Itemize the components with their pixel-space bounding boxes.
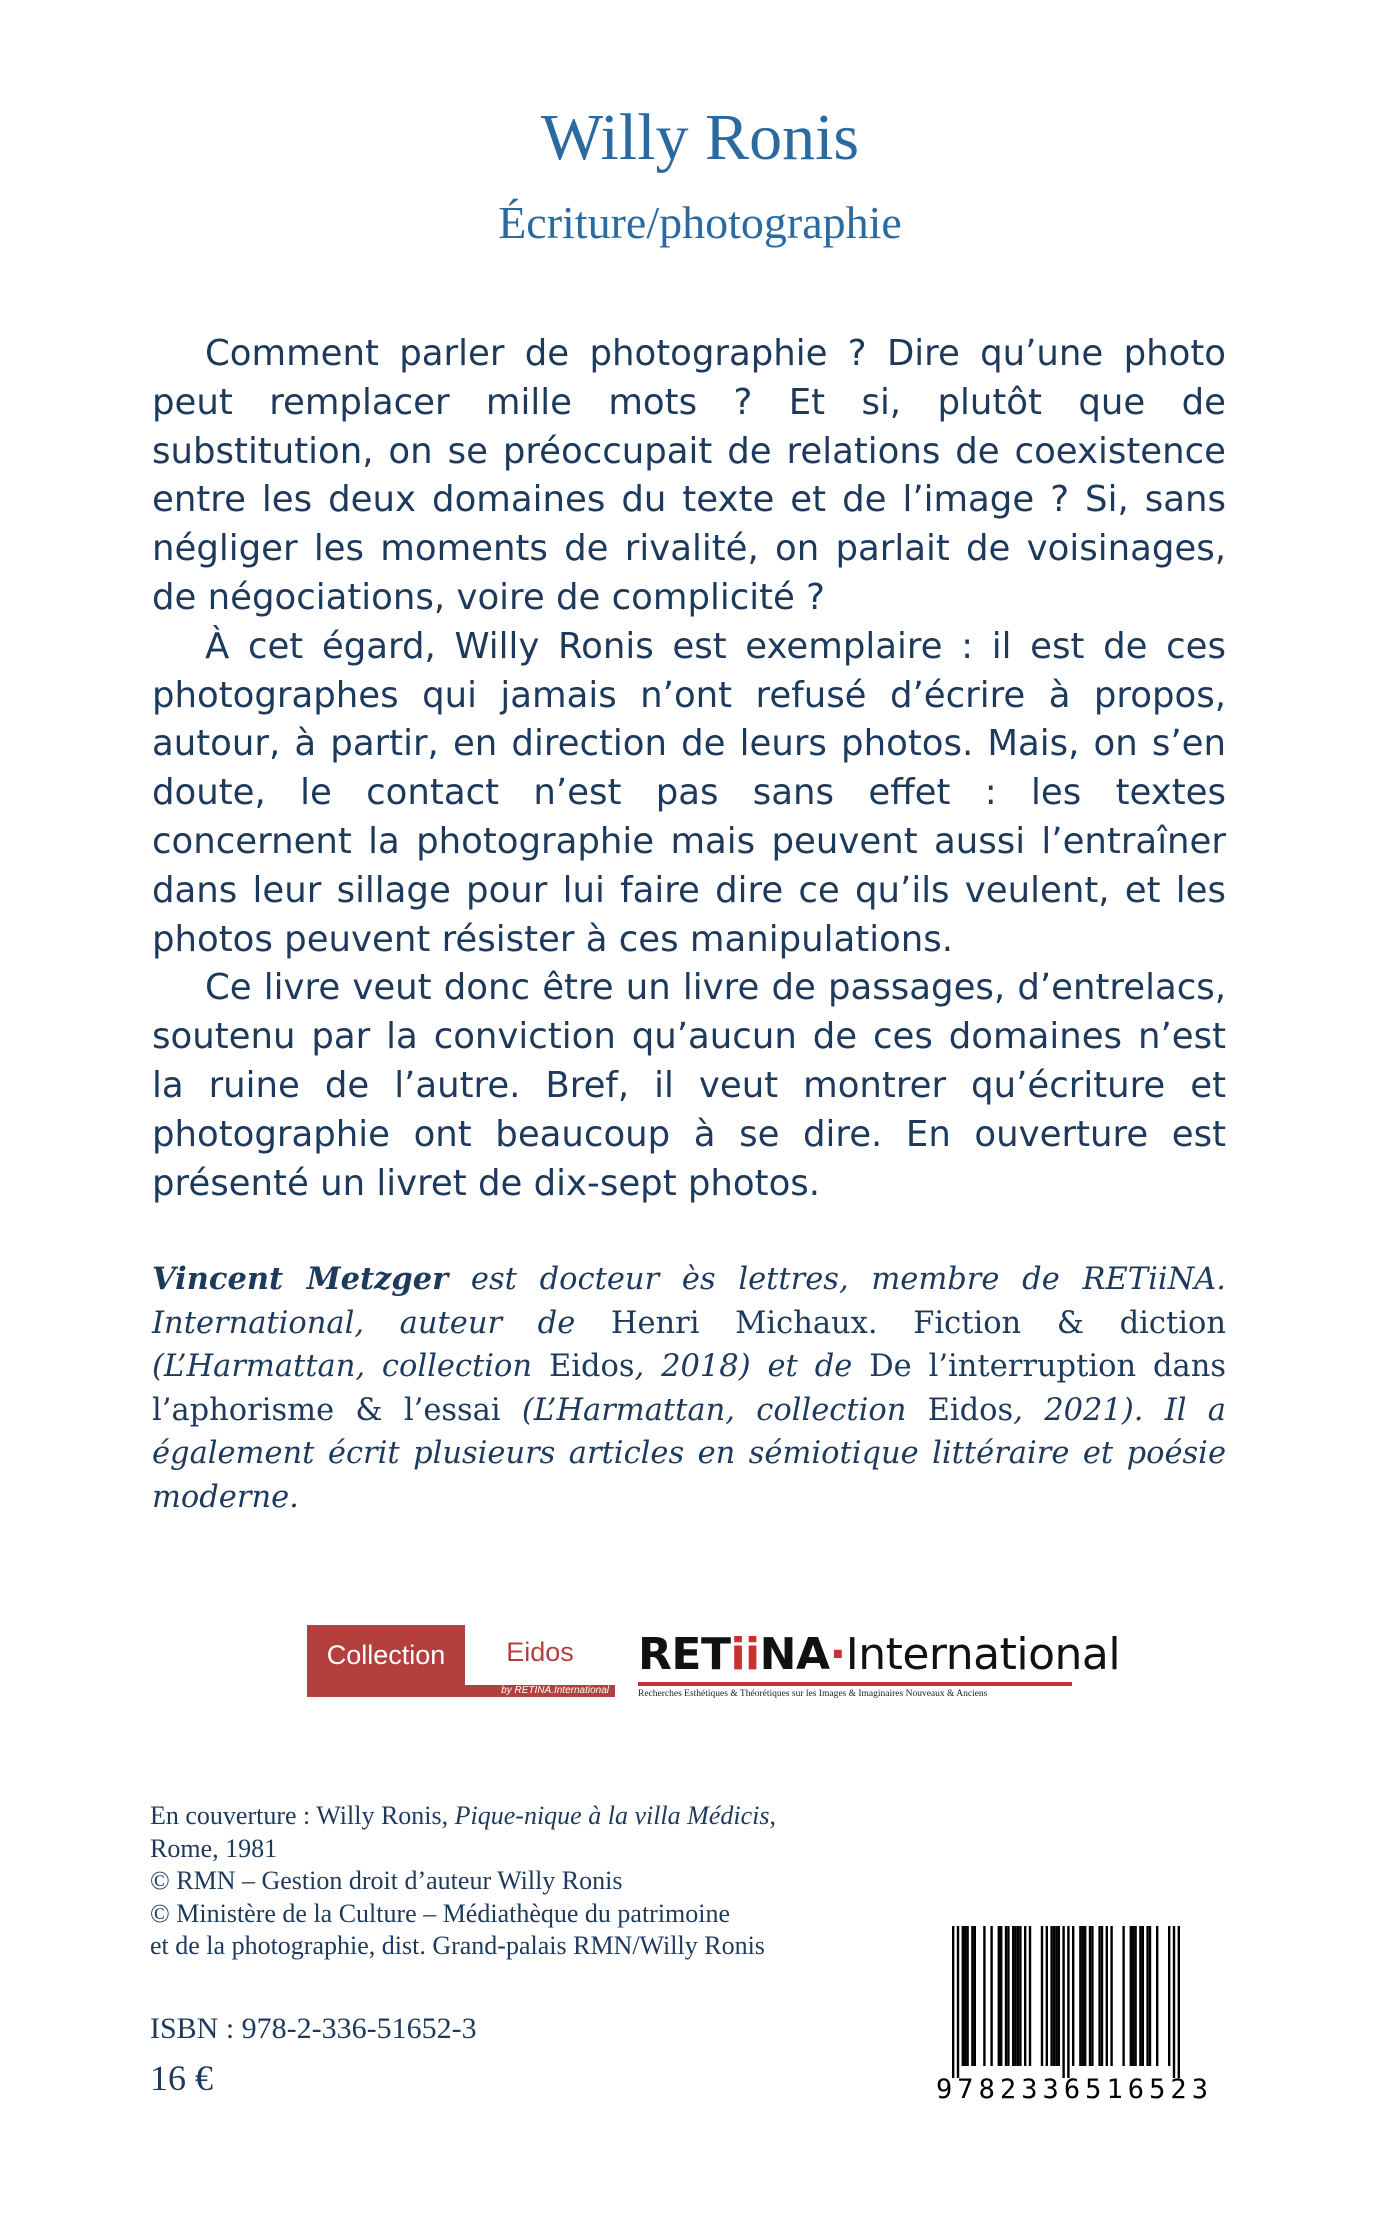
author-name: Vincent Metzger [152, 1261, 449, 1297]
cover-photo-title: Pique-nique à la villa Médicis [454, 1801, 770, 1830]
collection-eidos-logo [307, 1625, 615, 1697]
barcode-bar [1134, 1926, 1136, 2066]
barcode-bar [1053, 1926, 1055, 2066]
copyright-line-1: © RMN – Gestion droit d’auteur Willy Ronis [150, 1866, 623, 1895]
barcode-bar [1130, 1926, 1132, 2066]
barcode-guard-bar [1067, 1926, 1069, 2078]
book-title: Willy Ronis [540, 101, 860, 174]
copyright-line-2b: et de la photographie, dist. Grand-palais RMN/Willy Ronis [150, 1931, 765, 1960]
barcode-bar [1017, 1926, 1019, 2066]
barcode-graphic [928, 1920, 1218, 2104]
retina-rule [638, 1682, 1072, 1686]
retina-international-logo [638, 1629, 1121, 1700]
barcode-bar [1106, 1926, 1108, 2066]
barcode-bar [1122, 1926, 1124, 2066]
barcode-bar [990, 1926, 992, 2066]
barcode-bar [1132, 1926, 1134, 2066]
barcode-bar [1091, 1926, 1093, 2066]
barcode-bar [1029, 1926, 1031, 2066]
barcode-bar [964, 1926, 966, 2066]
barcode-guard-bar [952, 1926, 954, 2078]
barcode-bar [1007, 1926, 1009, 2066]
isbn: ISBN : 978-2-336-51652-3 [150, 2012, 477, 2045]
barcode-bar [1055, 1926, 1057, 2066]
barcode-bar [1089, 1926, 1091, 2066]
price: 16 € [150, 2058, 213, 2098]
barcode-bar [1149, 1926, 1151, 2066]
barcode-bar [1110, 1926, 1112, 2066]
back-cover-blurb [152, 330, 1226, 1208]
book-title-1: Henri Michaux. Fiction & diction [610, 1305, 1226, 1341]
barcode-bar [1012, 1926, 1014, 2066]
isbn-barcode [928, 1920, 1218, 2104]
barcode-bar [1041, 1926, 1043, 2066]
blurb-paragraph-1: Comment parler de photographie ? Dire qu’une photo peut remplacer mille mots ? Et si, plutôt que de substitution, on se préoccupait de relations de coexistence entre les deux domaines du texte et de l’image ? Si, sans négliger les moments de rivalité, on parlait de voisinages, de négociations, voire de complicité ? [152, 333, 1226, 618]
barcode-bar [1082, 1926, 1084, 2066]
blurb-paragraph-2: À cet égard, Willy Ronis est exemplaire : il est de ces photographes qui jamais n’ont refusé d’écrire à propos, autour, à partir, en direction de leurs photos. Mais, on s’en doute, le contact n’est pas sans effet : les textes concernent la photographie mais peuvent aussi l’entraîner dans leur sillage pour lui faire dire ce qu’ils veulent, et les photos peuvent résister à ces manipulations. [152, 625, 1226, 960]
cover-credits [150, 1800, 910, 1963]
book-subtitle: Écriture/photographie [498, 197, 902, 248]
barcode-bar [1079, 1926, 1081, 2066]
barcode-guard-bar [1173, 1926, 1175, 2078]
author-bio: Vincent Metzger est docteur ès lettres, membre de RETiiNA. International, auteur de Henri Michaux. Fiction & diction (L’Harmattan, collection Eidos, 2018) et de De l’interruption dans l’aphorisme & l’essai (L’Harmattan, collection Eidos, 2021). Il a également écrit plusieurs articles en sémiotique littéraire et poésie moderne. [152, 1261, 1226, 1515]
eidos-label: Eidos [465, 1625, 615, 1685]
barcode-bar [1000, 1926, 1002, 2066]
barcode-bar [1139, 1926, 1141, 2066]
barcode-bar [974, 1926, 976, 2066]
barcode-bar [1058, 1926, 1060, 2066]
barcode-bar [971, 1926, 973, 2066]
barcode-bar [1005, 1926, 1007, 2066]
cover-credit-line: En couverture : Willy Ronis, Pique-nique à la villa Médicis, [150, 1801, 776, 1830]
barcode-bar [1014, 1926, 1016, 2066]
barcode-bar [1168, 1926, 1170, 2066]
copyright-line-2a: © Ministère de la Culture – Médiathèque du patrimoine [150, 1898, 731, 1928]
barcode-bar [1101, 1926, 1103, 2066]
barcode-bar [1156, 1926, 1158, 2066]
retina-tagline: Recherches Esthétiques & Théorétiques sur les Images & Imaginaires Nouveaux & Anciens [638, 1689, 988, 1699]
barcode-bar [1050, 1926, 1052, 2066]
barcode-bar [1024, 1926, 1026, 2066]
barcode-digits: 9782336516523 [936, 2074, 1208, 2104]
retina-wordmark: RETiiNA·International [638, 1629, 1121, 1680]
collection-label: Collection [307, 1625, 465, 1685]
cover-place: Rome, 1981 [150, 1833, 278, 1863]
barcode-bar [962, 1926, 964, 2066]
book-title-2: De l’interruption dans l’aphorisme & l’essai [152, 1349, 1226, 1428]
collection-by-label: by RETINA.International [501, 1685, 609, 1696]
barcode-bar [966, 1926, 968, 2066]
barcode-guard-bar [957, 1926, 959, 2078]
barcode-bar [1142, 1926, 1144, 2066]
barcode-bar [1146, 1926, 1148, 2066]
barcode-guard-bar [1062, 1926, 1064, 2078]
barcode-bar [998, 1926, 1000, 2066]
barcode-bar [1098, 1926, 1100, 2066]
barcode-bar [1046, 1926, 1048, 2066]
barcode-bar [1072, 1926, 1074, 2066]
barcode-bar [983, 1926, 985, 2066]
barcode-guard-bar [1178, 1926, 1180, 2078]
barcode-bar [1084, 1926, 1086, 2066]
blurb-paragraph-3: Ce livre veut donc être un livre de passages, d’entrelacs, soutenu par la conviction qu’aucun de ces domaines n’est la ruine de l’autre. Bref, il veut montrer qu’écriture et photographie ont beaucoup à se dire. En ouverture est présenté un livret de dix-sept photos. [152, 967, 1226, 1204]
barcode-bar [1019, 1926, 1021, 2066]
